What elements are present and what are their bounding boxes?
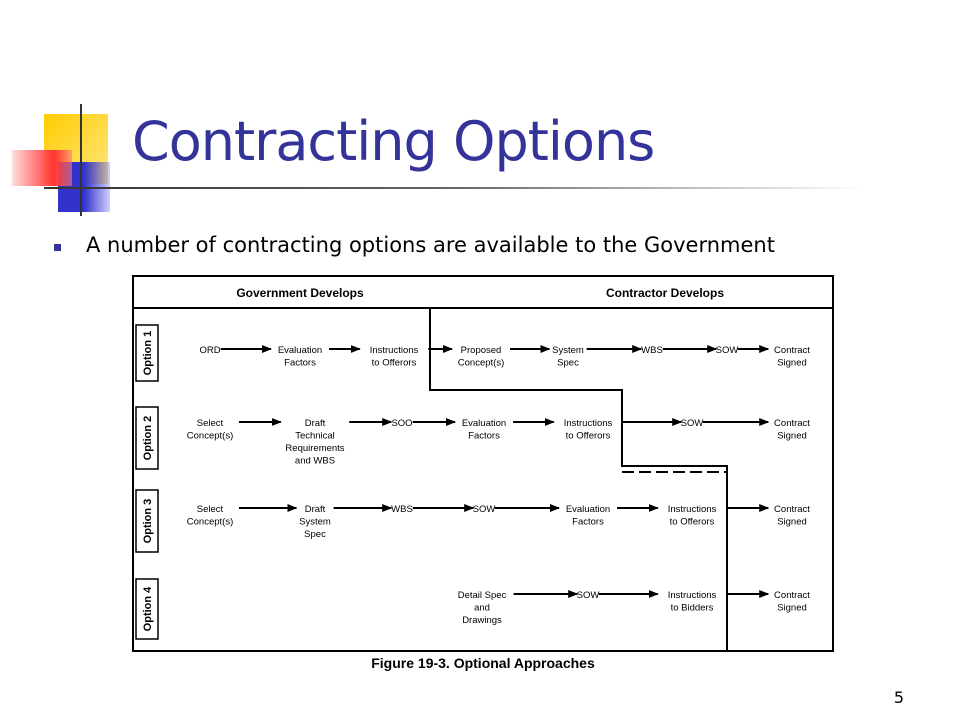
step-node: Evaluation Factors bbox=[461, 418, 507, 442]
step-node: WBS bbox=[391, 504, 413, 515]
step-node: Select Concept(s) bbox=[186, 504, 234, 528]
figure-caption: Figure 19-3. Optional Approaches bbox=[371, 655, 595, 671]
slide-title: Contracting Options bbox=[132, 110, 655, 173]
step-node: Contract Signed bbox=[774, 590, 810, 614]
step-node: Instructions to Offerors bbox=[667, 504, 717, 528]
step-node: SOW bbox=[472, 504, 496, 515]
option-label: Option 4 bbox=[142, 586, 154, 632]
step-node: System Spec bbox=[552, 345, 584, 369]
step-node: SOO bbox=[391, 418, 413, 429]
contractor-develops-header: Contractor Develops bbox=[605, 286, 725, 300]
option-label: Option 3 bbox=[142, 498, 154, 544]
step-node: Instructions to Bidders bbox=[667, 590, 717, 614]
page-number: 5 bbox=[893, 688, 904, 707]
step-node: Instructions to Offerors bbox=[563, 418, 613, 442]
step-node: SOW bbox=[680, 418, 704, 429]
government-develops-header: Government Develops bbox=[236, 286, 364, 300]
option-label: Option 1 bbox=[142, 330, 154, 376]
step-node: SOW bbox=[576, 590, 600, 601]
step-node: Evaluation Factors bbox=[565, 504, 611, 528]
step-node: Draft System Spec bbox=[299, 504, 331, 540]
bullet-text: A number of contracting options are available to the Government bbox=[86, 233, 775, 257]
step-node: ORD bbox=[199, 345, 221, 356]
step-node: Contract Signed bbox=[774, 345, 810, 369]
step-node: Instructions to Offerors bbox=[369, 345, 419, 369]
step-node: WBS bbox=[641, 345, 663, 356]
step-node: Draft Technical Requirements and WBS bbox=[285, 418, 345, 467]
step-node: Proposed Concept(s) bbox=[457, 345, 505, 369]
step-node: Contract Signed bbox=[774, 504, 810, 528]
step-node: Select Concept(s) bbox=[186, 418, 234, 442]
step-node: Contract Signed bbox=[774, 418, 810, 442]
option-label: Option 2 bbox=[142, 415, 154, 461]
step-node: Evaluation Factors bbox=[277, 345, 323, 369]
step-node: SOW bbox=[715, 345, 739, 356]
step-node: Detail Spec and Drawings bbox=[457, 590, 507, 626]
